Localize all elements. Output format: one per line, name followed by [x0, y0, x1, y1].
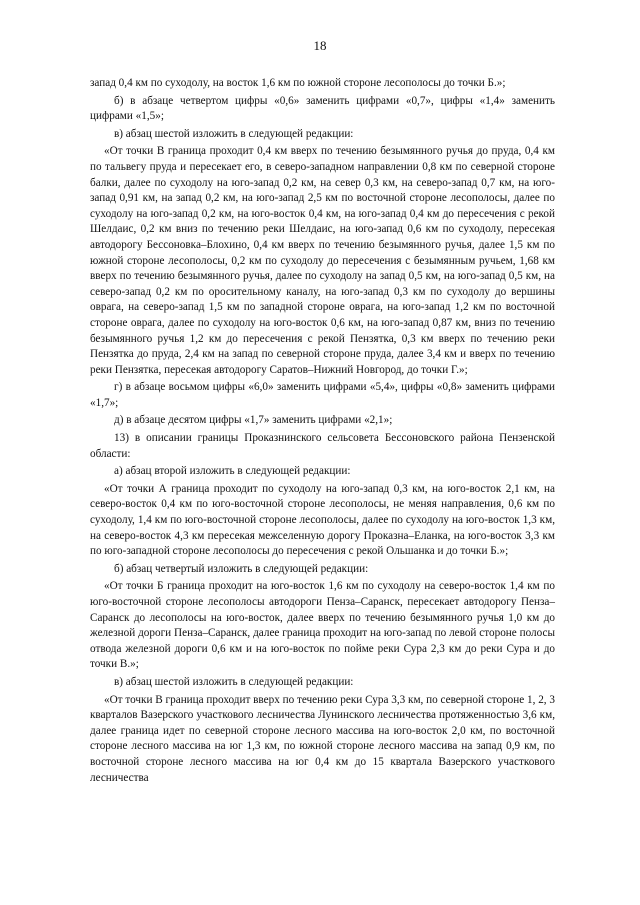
- paragraph-item-b-2: б) абзац четвертый изложить в следующей редакции:: [114, 562, 369, 575]
- paragraph-quote-point-b: «От точки Б граница проходит на юго-восток 1,6 км по суходолу на северо-восток 1,4 км по юго-восточной стороне лесополосы автодороги Пенза–Саранск, пересекает автодорогу Пенза–Саранск до лесополосы на юго-восток, далее вверх по течению безымянного ручья 1,0 км до железной дороги Пенза–Саранск, далее граница проходит на юго-запад по левой стороне полосы отвода железной дороги 0,6 км и на юго-восток по пойме реки Сура 2,3 км до реки Сура и до точки В.»;: [90, 580, 555, 671]
- paragraph-quote-point-v: «От точки В граница проходит 0,4 км вверх по течению безымянного ручья до пруда, 0,4 км по тальвегу пруда и пересекает его, в северо-западном направлении 0,8 км по северной стороне балки, далее по суходолу на юго-запад 0,2 км, на север 0,3 км, на северо-запад 0,7 км, на юго-запад 0,91 км, на запад 0,2 км, на юго-запад 2,5 км по восточной стороне лесополосы, далее по суходолу на юго-запад 0,2 км, на юго-восток 0,4 км, на юго-запад 0,4 км до пересечения с рекой Шелдаис, 0,2 км вниз по течению реки Шелдаис, на юго-запад 0,6 км по суходолу, пересекая автодорогу Бессоновка–Блохино, 0,4 км вверх по течению безымянного ручья, далее 1,5 км по южной стороне лесополосы, 0,2 км по суходолу до пересечения с безымянным ручьем, 1,68 км вверх по течению безымянного ручья, далее по суходолу на запад 0,5 км, на юго-запад 0,5 км, на северо-запад 0,2 км по оросительному каналу, на юго-запад 0,3 км по суходолу до вершины оврага, на северо-запад 1,5 км по западной стороне оврага, на юго-запад 1,2 км по восточной стороне оврага, далее по суходолу на юго-восток 0,6 км, на юго-запад 0,87 км, вниз по течению безымянного ручья 1,2 км до пересечения с рекой Пензятка, 0,3 км вверх по течению реки Пензятка до пруда, 2,4 км на запад по северной стороне пруда, далее 3,4 км и вверх по течению реки Пензятка, пересекая автодорогу Саратов–Нижний Новгород, до точки Г.»;: [90, 145, 555, 376]
- page-number: 18: [313, 38, 327, 53]
- paragraph-item-g: г) в абзаце восьмом цифры «6,0» заменить цифрами «5,4», цифры «0,8» заменить цифрами «1,7»;: [90, 381, 555, 409]
- paragraph-item-d: д) в абзаце десятом цифры «1,7» заменить цифрами «2,1»;: [114, 414, 393, 427]
- paragraph-quote-point-a: «От точки А граница проходит по суходолу на юго-запад 0,3 км, на юго-восток 2,1 км, на северо-восток 0,4 км по юго-восточной стороне лесополосы, не меняя направления, 0,6 км по суходолу, 1,4 км по юго-восточной стороне лесополосы, далее по суходолу на юго-восток 1,3 км, на северо-восток 4,3 км пересекая межселенную дорогу Проказна–Еланка, на юго-восток 3,3 км по юго-западной стороне лесополосы до пересечения с рекой Ольшанка и до точки Б.»;: [90, 482, 555, 558]
- paragraph-section-13: 13) в описании границы Проказнинского сельсовета Бессоновского района Пензенской области:: [90, 432, 555, 460]
- paragraph-item-v: в) абзац шестой изложить в следующей редакции:: [114, 127, 354, 140]
- paragraph-continuation: запад 0,4 км по суходолу, на восток 1,6 км по южной стороне лесополосы до точки Б.»;: [90, 77, 506, 89]
- document-body: [90, 76, 555, 788]
- paragraph-quote-point-v-2: «От точки В граница проходит вверх по течению реки Сура 3,3 км, по северной стороне 1, 2, 3 кварталов Вазерского участкового лесничества Лунинского лесничества протяженностью 3,6 км, далее граница идет по северной стороне лесного массива на юго-восток 2,0 км, по восточной стороне лесного массива на юг 1,3 км, по южной стороне лесного массива на запад 0,9 км, по восточной стороне лесного массива на юг 0,4 км до 15 квартала Вазерского участкового лесничества: [90, 693, 555, 784]
- paragraph-item-b: б) в абзаце четвертом цифры «0,6» заменить цифрами «0,7», цифры «1,4» заменить цифрами «1,5»;: [90, 94, 555, 123]
- paragraph-item-a: а) абзац второй изложить в следующей редакции:: [114, 465, 351, 478]
- paragraph-item-v-2: в) абзац шестой изложить в следующей редакции:: [114, 675, 354, 688]
